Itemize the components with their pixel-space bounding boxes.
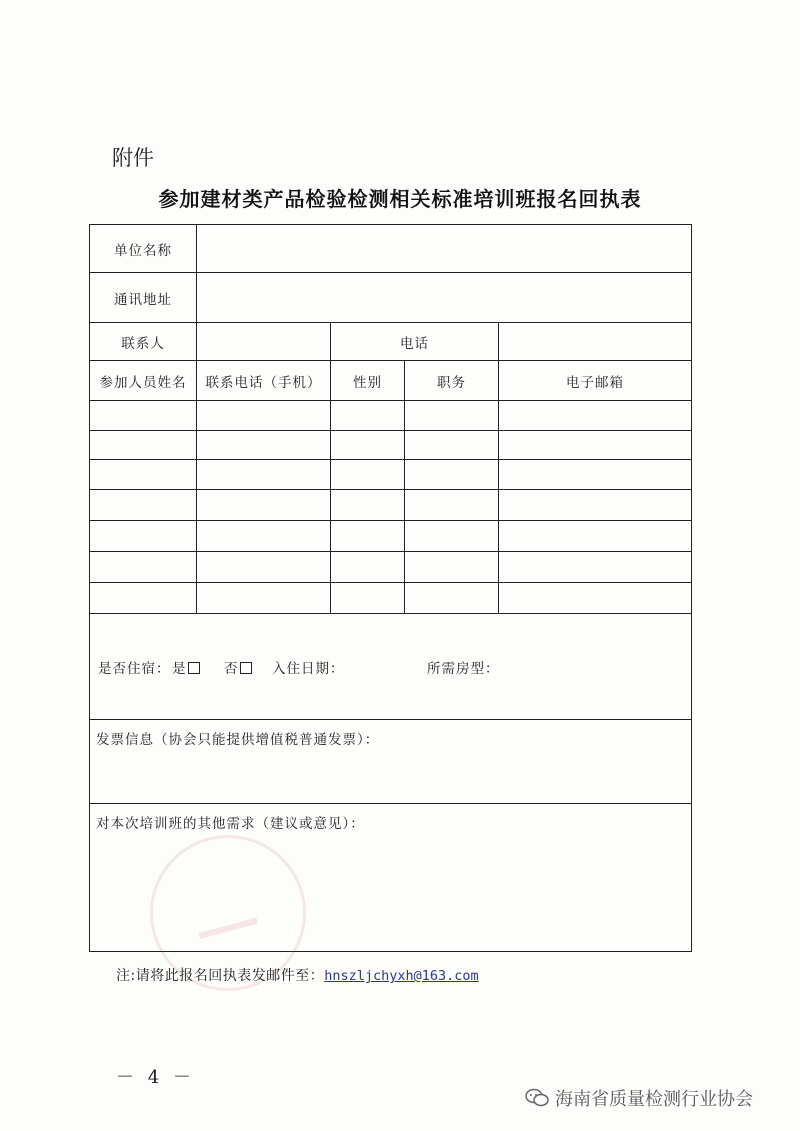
lodging-section <box>90 614 692 720</box>
gender-cell[interactable] <box>331 552 405 583</box>
gender-cell[interactable] <box>331 490 405 521</box>
mobile-cell[interactable] <box>197 460 331 490</box>
address-field[interactable] <box>197 273 692 323</box>
footnote-text: 注:请将此报名回执表发邮件至： <box>116 968 325 984</box>
mobile-cell[interactable] <box>197 583 331 614</box>
column-header: 参加人员姓名 <box>90 361 197 401</box>
table-row <box>90 431 692 460</box>
form-title: 参加建材类产品检验检测相关标准培训班报名回执表 <box>158 187 642 211</box>
lodging-no-label: 否 <box>224 661 239 677</box>
position-cell[interactable] <box>405 490 499 521</box>
mobile-cell[interactable] <box>197 401 331 431</box>
table-row <box>90 583 692 614</box>
column-header: 性别 <box>331 361 405 401</box>
position-cell[interactable] <box>405 431 499 460</box>
table-row <box>90 460 692 490</box>
lodging-yes-label: 是 <box>172 661 187 677</box>
position-cell[interactable] <box>405 460 499 490</box>
checkbox-icon[interactable] <box>188 662 200 674</box>
contact-field[interactable] <box>197 323 331 361</box>
email-cell[interactable] <box>499 431 692 460</box>
other-requests-label: 对本次培训班的其他需求（建议或意见）： <box>96 816 365 832</box>
email-cell[interactable] <box>499 490 692 521</box>
checkin-date-label: 入住日期： <box>272 661 345 677</box>
gender-cell[interactable] <box>331 431 405 460</box>
name-cell[interactable] <box>90 431 197 460</box>
position-cell[interactable] <box>405 521 499 552</box>
participants-header <box>90 361 692 401</box>
lodging-question: 是否住宿： <box>98 661 171 677</box>
other-requests-field[interactable] <box>90 804 692 952</box>
email-cell[interactable] <box>499 460 692 490</box>
name-cell[interactable] <box>90 521 197 552</box>
lodging-no-option[interactable] <box>224 657 252 677</box>
name-cell[interactable] <box>90 552 197 583</box>
org-name-field[interactable] <box>197 225 692 273</box>
column-header: 电子邮箱 <box>499 361 692 401</box>
footnote <box>116 965 479 985</box>
mobile-cell[interactable] <box>197 431 331 460</box>
email-link[interactable]: hnszljchyxh@163.com <box>324 968 479 984</box>
table-row <box>90 490 692 521</box>
column-header: 联系电话（手机） <box>197 361 331 401</box>
email-cell[interactable] <box>499 401 692 431</box>
gender-cell[interactable] <box>331 460 405 490</box>
name-cell[interactable] <box>90 583 197 614</box>
contact-label: 联系人 <box>90 323 197 361</box>
name-cell[interactable] <box>90 490 197 521</box>
table-row <box>90 401 692 431</box>
position-cell[interactable] <box>405 401 499 431</box>
email-cell[interactable] <box>499 521 692 552</box>
table-row <box>90 552 692 583</box>
watermark <box>525 1085 753 1111</box>
gender-cell[interactable] <box>331 583 405 614</box>
attachment-label: 附件 <box>112 146 154 170</box>
page-number: － 4 － <box>116 1067 195 1088</box>
mobile-cell[interactable] <box>197 521 331 552</box>
address-label: 通讯地址 <box>90 273 197 323</box>
name-cell[interactable] <box>90 460 197 490</box>
invoice-info-label: 发票信息（协会只能提供增值税普通发票）： <box>96 732 380 748</box>
lodging-yes-option[interactable] <box>172 657 200 677</box>
phone-field[interactable] <box>499 323 692 361</box>
room-type-label: 所需房型： <box>427 661 500 677</box>
org-name-label: 单位名称 <box>90 225 197 273</box>
position-cell[interactable] <box>405 552 499 583</box>
gender-cell[interactable] <box>331 521 405 552</box>
invoice-info-field[interactable] <box>90 720 692 804</box>
mobile-cell[interactable] <box>197 490 331 521</box>
column-header: 职务 <box>405 361 499 401</box>
position-cell[interactable] <box>405 583 499 614</box>
watermark-text: 海南省质量检测行业协会 <box>555 1089 753 1110</box>
table-row <box>90 521 692 552</box>
email-cell[interactable] <box>499 552 692 583</box>
registration-form <box>89 224 692 952</box>
name-cell[interactable] <box>90 401 197 431</box>
gender-cell[interactable] <box>331 401 405 431</box>
mobile-cell[interactable] <box>197 552 331 583</box>
phone-label: 电话 <box>331 323 499 361</box>
checkbox-icon[interactable] <box>240 662 252 674</box>
wechat-icon <box>525 1088 549 1108</box>
email-cell[interactable] <box>499 583 692 614</box>
